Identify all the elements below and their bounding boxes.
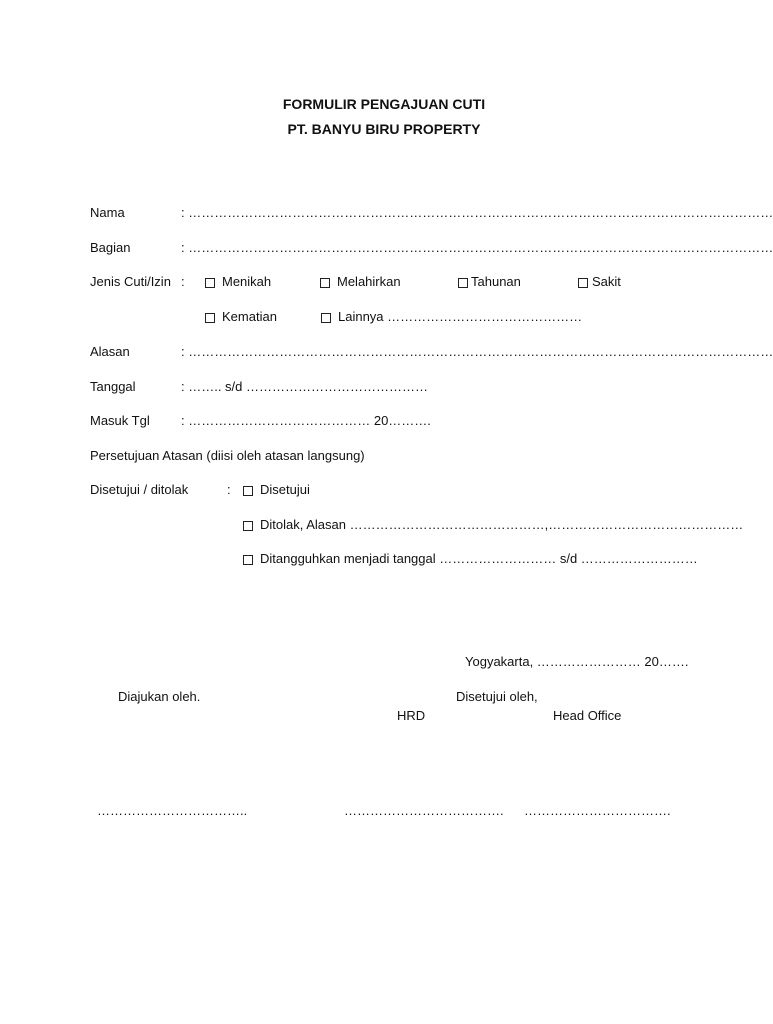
bagian-label: Bagian xyxy=(90,240,131,255)
label-sakit: Sakit xyxy=(592,274,621,289)
disetujui-label: Disetujui oleh, xyxy=(456,689,538,704)
checkbox-melahirkan[interactable] xyxy=(320,278,330,288)
head-office-label: Head Office xyxy=(553,708,622,723)
tanggal-field[interactable]: : …….. s/d …………………………………… xyxy=(181,379,429,394)
label-disetujui: Disetujui xyxy=(260,482,310,497)
tanggal-label: Tanggal xyxy=(90,379,136,394)
checkbox-disetujui[interactable] xyxy=(243,486,253,496)
approval-colon: : xyxy=(227,482,231,497)
label-ditolak[interactable]: Ditolak, Alasan ………………………………………,……………………………………… xyxy=(260,517,744,532)
label-tahunan: Tahunan xyxy=(471,274,521,289)
checkbox-kematian[interactable] xyxy=(205,313,215,323)
jenis-cuti-label: Jenis Cuti/Izin xyxy=(90,274,171,289)
alasan-field[interactable]: : ……………………………………………………………………………………………………………………… xyxy=(181,344,773,359)
label-ditangguhkan[interactable]: Ditangguhkan menjadi tanggal ……………………… s/d ……………………… xyxy=(260,551,698,566)
company-name: PT. BANYU BIRU PROPERTY xyxy=(287,121,481,137)
jenis-cuti-colon: : xyxy=(181,274,185,289)
label-melahirkan: Melahirkan xyxy=(337,274,401,289)
nama-field[interactable]: : ……………………………………………………………………………………………………………………… xyxy=(181,205,773,220)
bagian-field[interactable]: : ……………………………………………………………………………………………………………………… xyxy=(181,240,773,255)
place-date[interactable]: Yogyakarta, …………………… 20……. xyxy=(465,654,689,669)
hrd-label: HRD xyxy=(397,708,426,723)
signature-line-head-office[interactable]: ……………………………. xyxy=(524,803,671,818)
checkbox-ditangguhkan[interactable] xyxy=(243,555,253,565)
alasan-label: Alasan xyxy=(90,344,130,359)
masuk-tgl-field[interactable]: : …………………………………… 20………. xyxy=(181,413,431,428)
checkbox-sakit[interactable] xyxy=(578,278,588,288)
checkbox-ditolak[interactable] xyxy=(243,521,253,531)
diajukan-label: Diajukan oleh. xyxy=(118,689,201,704)
label-lainnya[interactable]: Lainnya ……………………………………… xyxy=(338,309,583,324)
checkbox-lainnya[interactable] xyxy=(321,313,331,323)
label-kematian: Kematian xyxy=(222,309,277,324)
masuk-tgl-label: Masuk Tgl xyxy=(90,413,150,428)
approval-label: Disetujui / ditolak xyxy=(90,482,189,497)
signature-line-hrd[interactable]: ………………………………. xyxy=(344,803,504,818)
form-title: FORMULIR PENGAJUAN CUTI xyxy=(282,96,486,112)
checkbox-menikah[interactable] xyxy=(205,278,215,288)
label-menikah: Menikah xyxy=(222,274,272,289)
nama-label: Nama xyxy=(90,205,125,220)
signature-line-applicant[interactable]: …………………………….. xyxy=(97,803,248,818)
approval-heading: Persetujuan Atasan (diisi oleh atasan langsung) xyxy=(90,448,365,463)
checkbox-tahunan[interactable] xyxy=(458,278,468,288)
